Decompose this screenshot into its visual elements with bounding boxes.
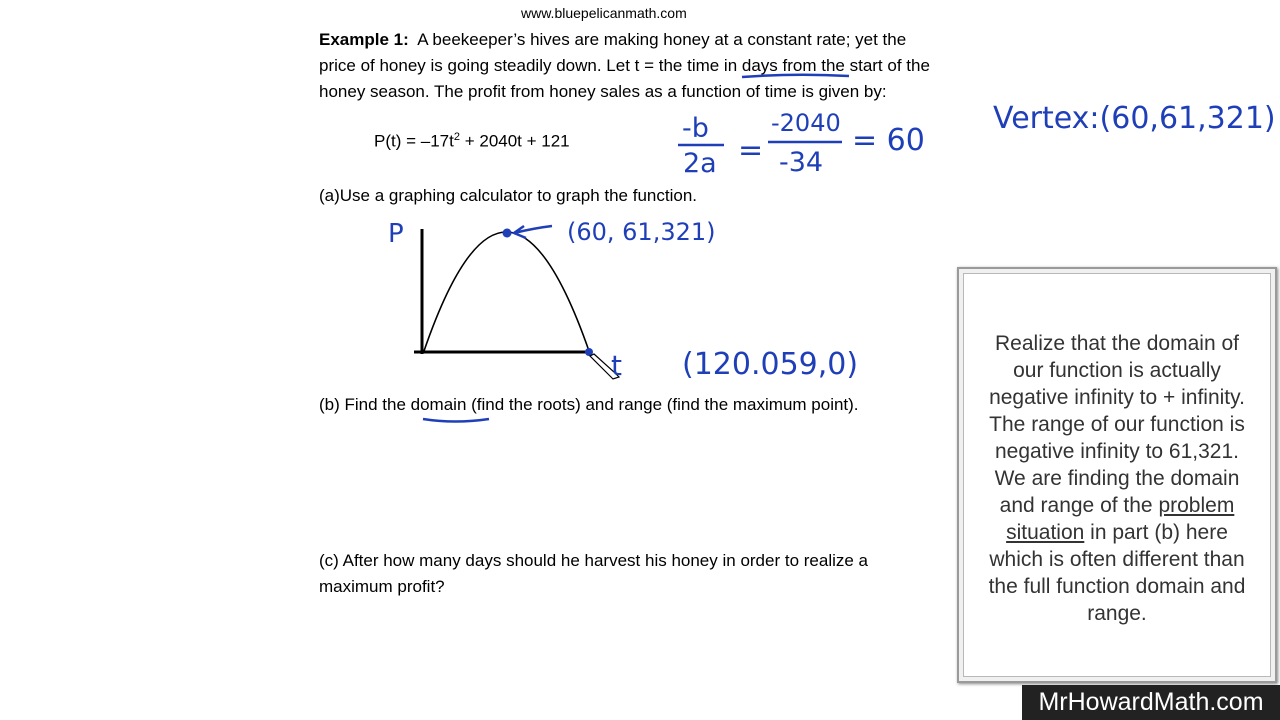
callout-line: which is often different than [989, 548, 1245, 571]
max-point-label: (60, 61,321) [567, 218, 716, 246]
equation-lhs: P(t) = –17t [374, 131, 454, 151]
callout-box [957, 267, 1277, 683]
graph-t-axis-label: t [611, 349, 622, 382]
result-value: = 60 [852, 123, 925, 158]
example-line-3: honey season. The profit from honey sales as a function of time is given by: [319, 82, 887, 101]
site-url: www.bluepelicanmath.com [521, 5, 687, 21]
frac2-denominator: -34 [779, 147, 824, 178]
example-label: Example 1: [319, 30, 409, 49]
equation-exponent: 2 [453, 131, 460, 143]
callout-underlined-text: problem [1158, 494, 1235, 517]
callout-line: the full function domain and [988, 575, 1246, 598]
callout-line: negative infinity to 61,321. [994, 440, 1239, 463]
example-line-2: price of honey is going steadily down. Let t = the time in days from the start of the [319, 56, 930, 75]
callout-line: We are finding the domain [994, 467, 1240, 490]
domain-underline [423, 419, 489, 422]
vertex-arrow [514, 226, 552, 238]
part-b-text: (b) Find the domain (find the roots) and range (find the maximum point). [319, 395, 859, 414]
frac2-numerator: -2040 [771, 109, 841, 137]
frac1-denominator: 2a [683, 148, 717, 179]
vertex-label: Vertex:(60,61,321) [993, 101, 1276, 136]
callout-line: range. [1087, 602, 1147, 625]
root-point-label: (120.059,0) [682, 347, 859, 382]
equals-sign: = [738, 133, 764, 168]
callout-line [968, 519, 1266, 546]
graph-p-axis-label: P [388, 219, 404, 249]
callout-text [964, 330, 1270, 627]
brand-watermark: MrHowardMath.com [1022, 685, 1280, 720]
callout-line [968, 492, 1266, 519]
callout-inner [963, 273, 1271, 677]
callout-line: The range of our function is [989, 413, 1245, 436]
part-c-line-2: maximum profit? [319, 577, 445, 596]
callout-text-part: in part (b) here [1084, 521, 1228, 544]
callout-line: Realize that the domain of [995, 332, 1239, 355]
example-line-1: A beekeeper’s hives are making honey at a constant rate; yet the [417, 30, 907, 49]
callout-text-part: and range of the [999, 494, 1159, 517]
time-in-days-underline [742, 75, 849, 77]
parabola-curve [424, 232, 589, 351]
callout-line: our function is actually [1013, 359, 1221, 382]
part-c-line-1: (c) After how many days should he harvest his honey in order to realize a [319, 551, 869, 570]
callout-line: negative infinity to + infinity. [989, 386, 1245, 409]
frac1-numerator: -b [682, 113, 709, 144]
part-a-text: (a)Use a graphing calculator to graph the function. [319, 186, 698, 205]
callout-underlined-text: situation [1006, 521, 1085, 544]
vertex-point [503, 229, 512, 238]
equation-rhs: + 2040t + 121 [459, 131, 570, 151]
